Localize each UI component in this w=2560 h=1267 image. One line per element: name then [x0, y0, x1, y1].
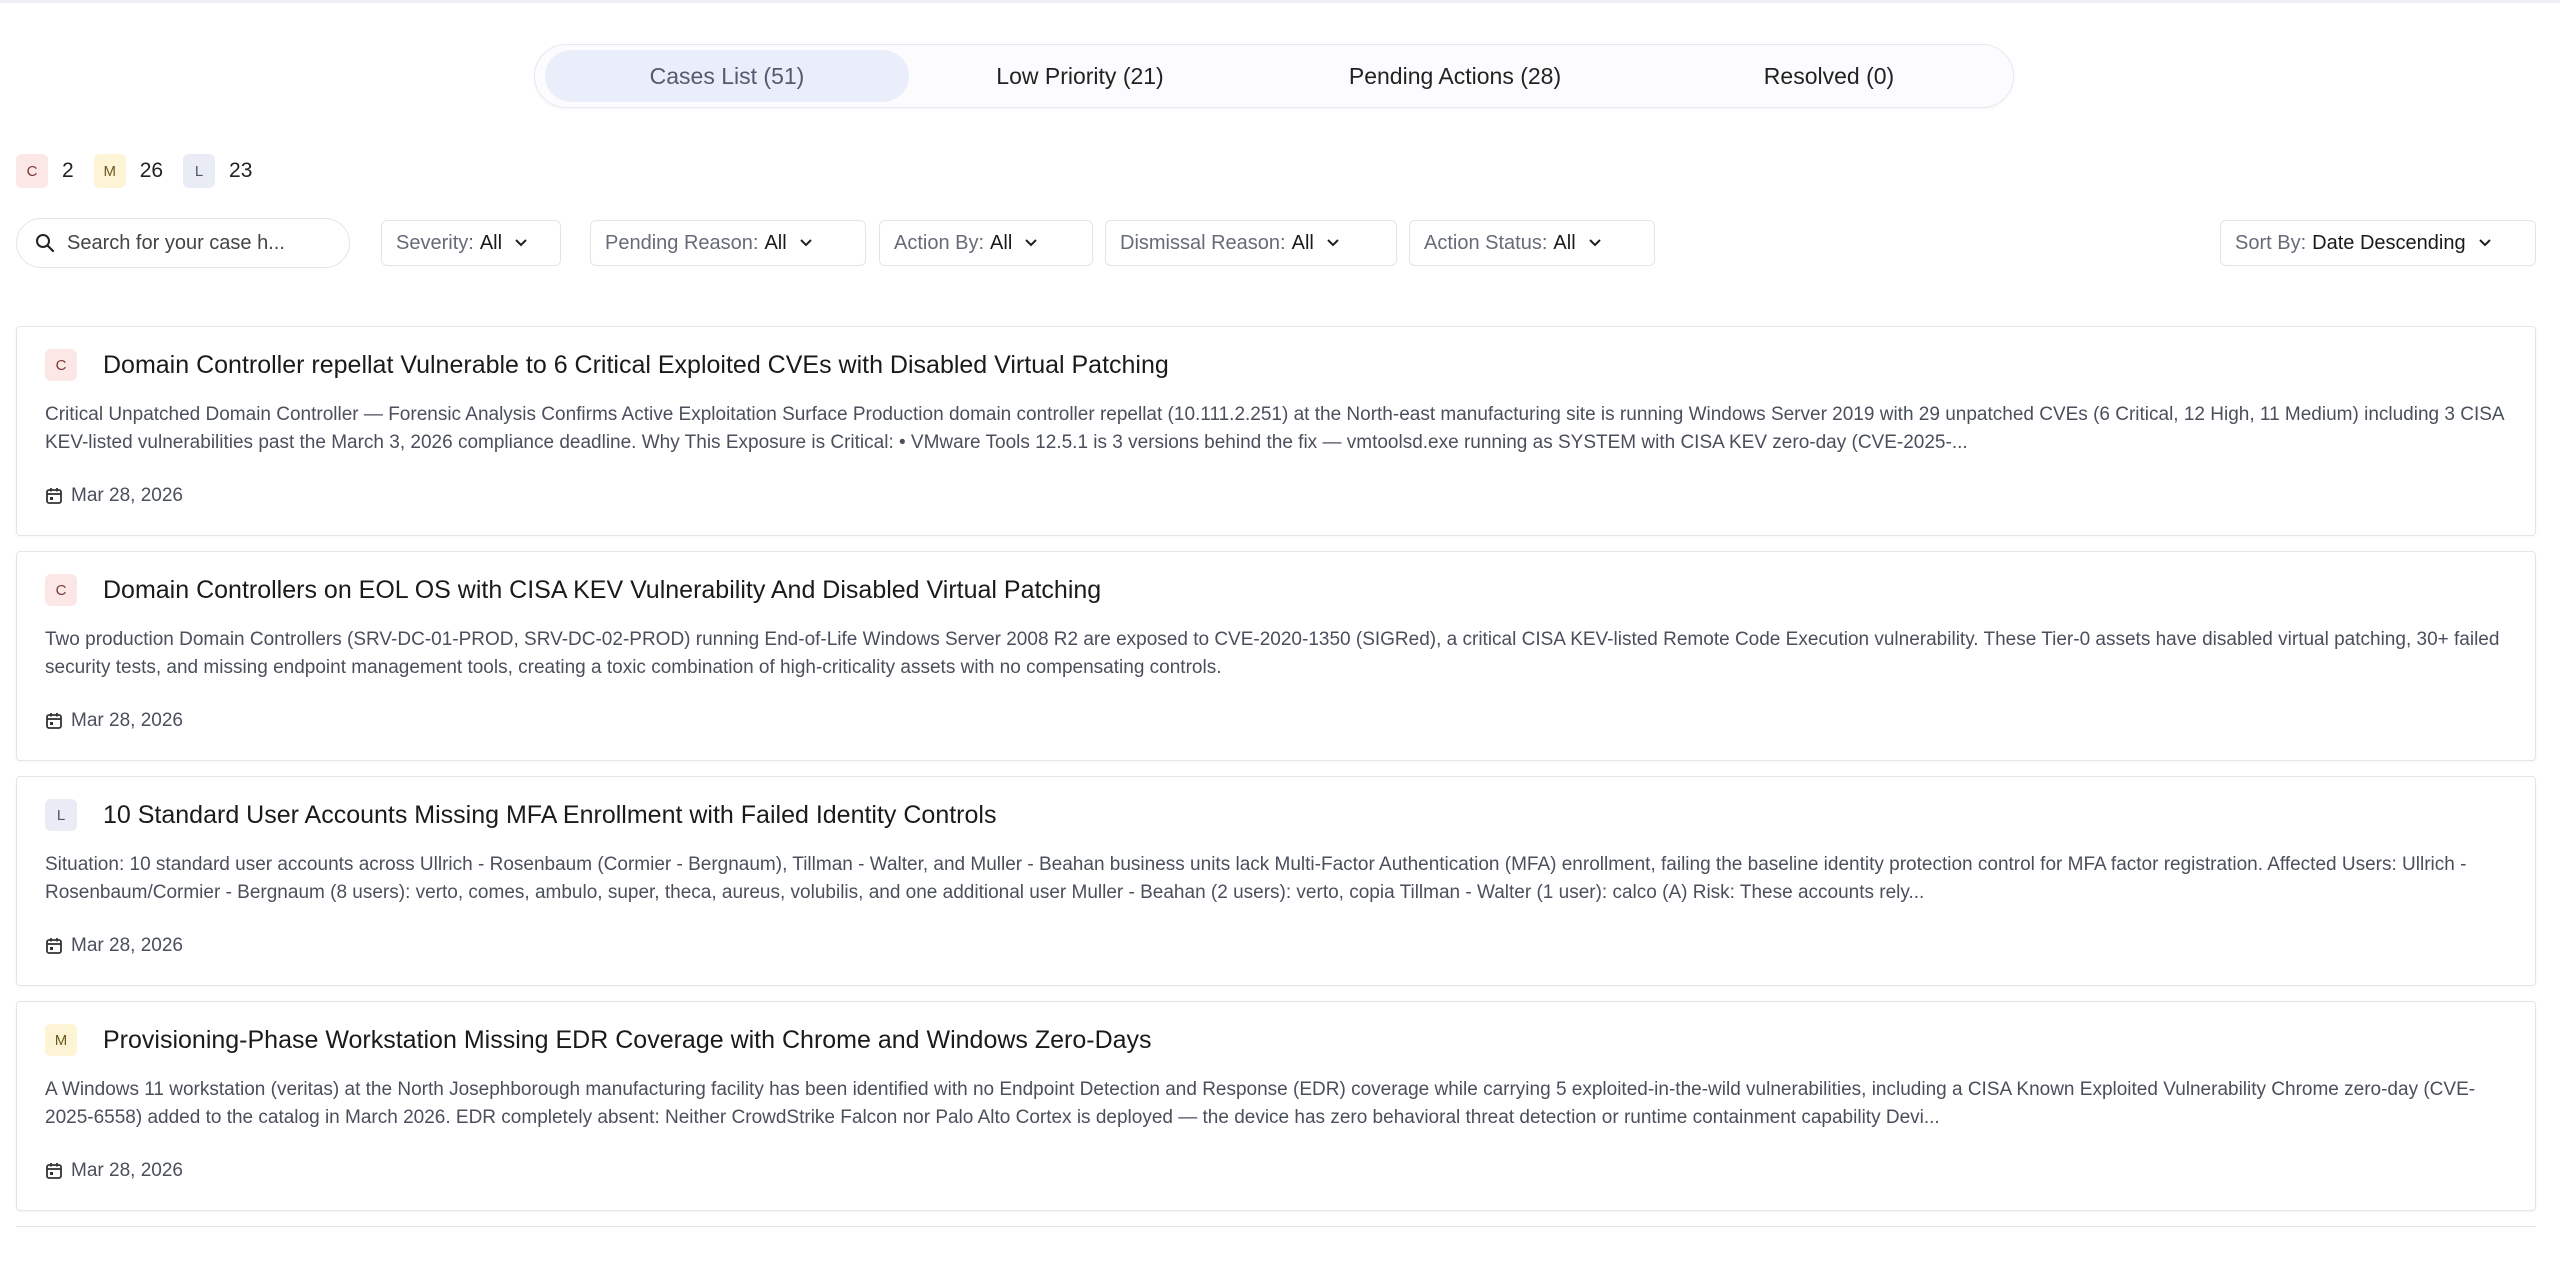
severity-filter-value: All — [479, 231, 503, 254]
case-card[interactable] — [16, 551, 2536, 761]
action-by-filter-value: All — [990, 231, 1013, 254]
case-title[interactable]: Provisioning-Phase Workstation Missing EDR Coverage with Chrome and Windows Zero-Days — [103, 1026, 1152, 1054]
case-description: Two production Domain Controllers (SRV-DC-01-PROD, SRV-DC-02-PROD) running End-of-Life Windows Server 2008 R2 are exposed to CVE-2020-1350 (SIGRed), a critical CISA KEV-listed Remote Code Execution vulnerability. These Tier-0 assets have disabled virtual patching, 30+ failed security tests, and missing endpoint management tools, creating a toxic combination of high-criticality assets with no compensating controls. — [45, 629, 2500, 678]
case-date-text: Mar 28, 2026 — [71, 935, 183, 956]
dismissal-reason-filter[interactable] — [1105, 220, 1397, 266]
tab-pending-actions[interactable]: Pending Actions (28) — [1348, 62, 1562, 89]
chevron-down-icon — [2478, 238, 2492, 248]
critical-count-group[interactable] — [16, 154, 74, 188]
search-box[interactable] — [16, 218, 350, 268]
case-date — [45, 485, 183, 507]
critical-count: 2 — [62, 159, 74, 182]
case-date — [45, 710, 183, 732]
top-border — [0, 0, 2560, 3]
severity-badge: M — [45, 1024, 77, 1056]
pending-reason-filter[interactable] — [590, 220, 866, 266]
sort-by-value: Date Descending — [2312, 231, 2466, 254]
case-card[interactable] — [16, 1001, 2536, 1211]
case-card[interactable] — [16, 326, 2536, 536]
case-date-text: Mar 28, 2026 — [71, 710, 183, 731]
calendar-icon — [45, 712, 63, 730]
case-title[interactable]: Domain Controller repellat Vulnerable to 6 Critical Exploited CVEs with Disabled Virtual Patching — [103, 351, 1169, 379]
action-status-filter[interactable] — [1409, 220, 1655, 266]
tab-low-priority[interactable]: Low Priority (21) — [996, 62, 1164, 89]
calendar-icon — [45, 937, 63, 955]
search-icon — [35, 233, 55, 253]
action-by-filter-label: Action By: — [894, 231, 985, 254]
case-title[interactable]: 10 Standard User Accounts Missing MFA Enrollment with Failed Identity Controls — [103, 801, 997, 829]
case-card[interactable] — [16, 776, 2536, 986]
dismissal-reason-filter-value: All — [1291, 231, 1314, 254]
sort-by-label: Sort By: — [2235, 231, 2307, 254]
sort-by-dropdown[interactable] — [2220, 220, 2536, 266]
action-status-filter-value: All — [1553, 231, 1576, 254]
low-count-group[interactable] — [183, 154, 252, 188]
chevron-down-icon — [1024, 238, 1038, 248]
chevron-down-icon — [1588, 238, 1602, 248]
tab-cases-list[interactable]: Cases List (51) — [545, 50, 909, 102]
medium-count-group[interactable] — [94, 154, 163, 188]
critical-badge: C — [16, 154, 48, 188]
filter-bar — [16, 218, 2536, 268]
pending-reason-filter-value: All — [764, 231, 787, 254]
severity-badge: C — [45, 349, 77, 381]
medium-count: 26 — [139, 159, 164, 182]
dismissal-reason-filter-label: Dismissal Reason: — [1120, 231, 1286, 254]
severity-badge: L — [45, 799, 77, 831]
severity-filter-label: Severity: — [396, 231, 474, 254]
case-date — [45, 935, 183, 957]
severity-badge: C — [45, 574, 77, 606]
case-description: Critical Unpatched Domain Controller — Forensic Analysis Confirms Active Exploitation Surface Production domain controller repellat (10.111.2.251) at the North-east manufacturing site is running Windows Server 2019 with 29 unpatched CVEs (6 Critical, 12 High, 11 Medium) including 3 CISA KEV-listed vulnerabilities past the March 3, 2026 compliance deadline. Why This Exposure is Critical: • VMware Tools 12.5.1 is 3 versions behind the fix — vmtoolsd.exe running as SYSTEM with CISA KEV zero-day (CVE-2025-... — [45, 404, 2504, 453]
case-description: Situation: 10 standard user accounts across Ullrich - Rosenbaum (Cormier - Bergnaum), Tillman - Walter, and Muller - Beahan business units lack Multi-Factor Authentication (MFA) enrollment, failing the baseline identity protection control for MFA factor registration. Affected Users: Ullrich - Rosenbaum/Cormier - Bergnaum (8 users): verto, comes, ambulo, super, theca, aureus, volubilis, and one additional user Muller - Beahan (2 users): verto, copia Tillman - Walter (1 user): calco (A) Risk: These accounts rely... — [45, 854, 2467, 903]
action-status-filter-label: Action Status: — [1424, 231, 1548, 254]
chevron-down-icon — [1326, 238, 1340, 248]
low-count: 23 — [229, 159, 253, 182]
tab-resolved[interactable]: Resolved (0) — [1763, 62, 1895, 89]
low-badge: L — [183, 154, 215, 188]
medium-badge: M — [94, 154, 126, 188]
case-tabs — [534, 44, 2014, 108]
next-case-card-edge — [16, 1226, 2536, 1267]
case-description: A Windows 11 workstation (veritas) at the North Josephborough manufacturing facility has been identified with no Endpoint Detection and Response (EDR) coverage while carrying 5 exploited-in-the-wild vulnerabilities, including a CISA Known Exploited Vulnerability Chrome zero-day (CVE-2025-6558) added to the catalog in March 2026. EDR completely absent: Neither CrowdStrike Falcon nor Palo Alto Cortex is deployed — the device has zero behavioral threat detection or runtime containment capability Devi... — [45, 1079, 2476, 1128]
chevron-down-icon — [799, 238, 813, 248]
calendar-icon — [45, 1162, 63, 1180]
case-date — [45, 1160, 183, 1182]
case-date-text: Mar 28, 2026 — [71, 1160, 183, 1181]
chevron-down-icon — [514, 238, 528, 248]
pending-reason-filter-label: Pending Reason: — [605, 231, 759, 254]
search-input[interactable] — [65, 231, 319, 256]
action-by-filter[interactable] — [879, 220, 1093, 266]
severity-counts — [16, 154, 272, 188]
case-title[interactable]: Domain Controllers on EOL OS with CISA KEV Vulnerability And Disabled Virtual Patching — [103, 576, 1102, 604]
severity-filter[interactable] — [381, 220, 561, 266]
calendar-icon — [45, 487, 63, 505]
case-date-text: Mar 28, 2026 — [71, 485, 183, 506]
